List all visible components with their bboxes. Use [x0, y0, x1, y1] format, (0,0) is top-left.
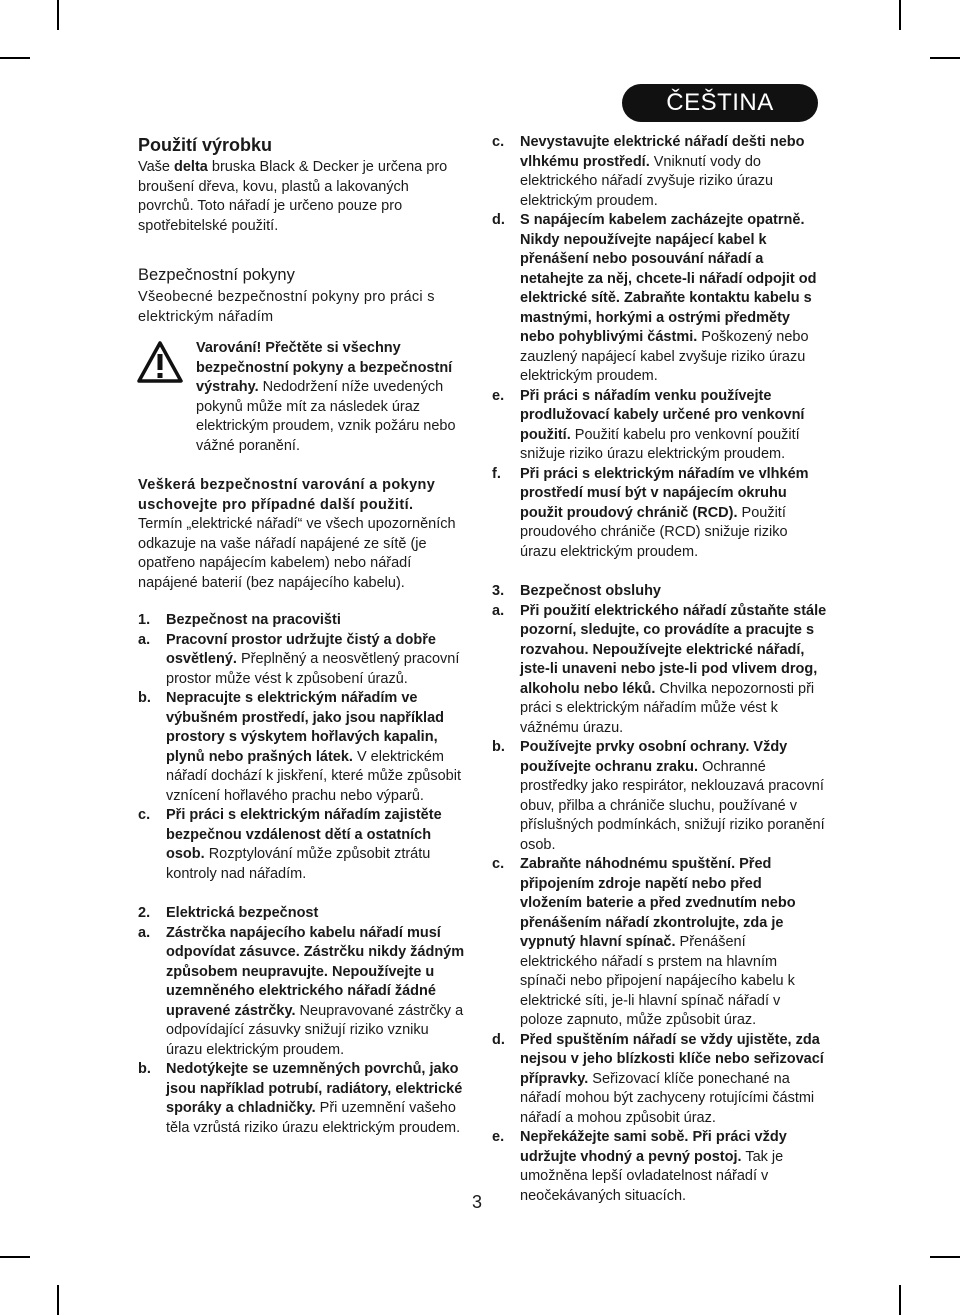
item-label: b. — [138, 690, 151, 706]
list-item — [492, 133, 827, 211]
item-text: Tak je umožněna lepší ovladatelnost nářadí v neočekávaných situacích. — [520, 1148, 784, 1204]
item-text: V elektrickém nářadí dochází k jiskření, které může způsobit vznícení hořlavého prachu nebo výparů. — [166, 748, 461, 804]
item-text: Přenášení elektrického nářadí s prstem na hlavním spínači nebo připojení napájecího kabelu k elektrické síti, je-li hlavní spínač nářadí v poloze zapnuto, může způsobit úraz. — [520, 934, 795, 1028]
warning-bold: Varování! Přečtěte si všechny bezpečnostní pokyny a bezpečnostní výstrahy. — [196, 340, 453, 395]
list-item — [492, 738, 827, 855]
item-label: b. — [138, 1061, 151, 1077]
list-item — [138, 631, 468, 690]
item-label: e. — [492, 1129, 505, 1145]
warning-text — [196, 339, 468, 456]
page-number: 3 — [472, 1192, 483, 1212]
list-item — [138, 806, 468, 884]
warning-triangle-icon — [137, 341, 183, 390]
crop-mark — [57, 0, 59, 30]
crop-mark — [899, 1285, 901, 1315]
list-item — [492, 1128, 827, 1206]
list-item — [492, 465, 827, 563]
list-item — [138, 924, 468, 1061]
crop-mark — [0, 1256, 30, 1258]
item-text: Vniknutí vody do elektrického nářadí zvyšuje riziko úrazu elektrickým proudem. — [520, 153, 774, 209]
intro-text: Vaše — [138, 159, 175, 175]
warning-block — [138, 339, 468, 456]
section-title: Bezpečnost na pracovišti — [166, 612, 341, 628]
item-label: a. — [138, 924, 151, 941]
item-text: Seřizovací klíče ponechané na nářadí mohou být zachyceny rotujícími částmi nářadí a mohou způsobit úraz. — [520, 1070, 815, 1126]
section-title: Elektrická bezpečnost — [166, 905, 319, 921]
list-item — [492, 602, 827, 739]
product-use-intro — [138, 158, 468, 236]
safety-subtitle: Všeobecné bezpečnostní pokyny pro práci s elektrickým nářadím — [138, 289, 435, 325]
item-bold: Zabraňte náhodnému spuštění. Před připojením zdroje napětí nebo před vložením baterie a před zvednutím nebo přenášením nářadí zkontrolujte, zda je vypnutý hlavní spínač. — [520, 856, 796, 950]
item-label: c. — [492, 134, 505, 150]
safety-title: Bezpečnostní pokyny — [138, 266, 295, 284]
item-label: a. — [138, 631, 151, 648]
crop-mark — [930, 1256, 960, 1258]
product-use-title: Použití výrobku — [138, 135, 273, 155]
intro-brand: delta — [174, 159, 208, 175]
section-heading — [492, 582, 827, 602]
item-label: c. — [138, 807, 151, 823]
crop-mark — [899, 0, 901, 30]
item-label: e. — [492, 387, 505, 404]
item-text: Rozptylování může způsobit ztrátu kontroly nad nářadím. — [166, 846, 431, 882]
left-column — [138, 134, 468, 1138]
crop-mark — [57, 1285, 59, 1315]
item-bold: Nepřekážejte sami sobě. Při práci vždy udržujte vhodný a pevný postoj. — [520, 1129, 787, 1165]
list-item — [492, 855, 827, 1031]
item-text: Ochranné prostředky jako respirátor, neklouzavá pracovní obuv, přilba a chrániče sluchu, používané v příslušných podmínkách, snižují riziko poranění osob. — [520, 758, 825, 853]
section-heading — [138, 611, 468, 631]
intro-text: bruska Black & Decker je určena pro broušení dřeva, kovu, plastů a lakovaných povrchů. Toto nářadí je určeno pouze pro spotřebitelské použití. — [138, 159, 448, 234]
item-bold: Při použití elektrického nářadí zůstaňte stále pozorní, sledujte, co provádíte a pracujte s rozvahou. Nepoužívejte elektrické nářadí, jste-li unaveni nebo jste-li pod vlivem drog, alkoholu nebo léků. — [520, 602, 827, 697]
keep-instructions: Veškerá bezpečnostní varování a pokyny uschovejte pro případné další použití. — [138, 477, 436, 513]
term-definition: Termín „elektrické nářadí“ ve všech upozorněních odkazuje na vaše nářadí napájené ze sítě (je opatřeno napájecím kabelem) nebo nářadí napájené baterií (bez napájecího kabelu). — [138, 516, 456, 591]
section-number: 2. — [138, 905, 151, 921]
item-bold: Nedotýkejte se uzemněných povrchů, jako jsou například potrubí, radiátory, elektrické sporáky a chladničky. — [166, 1061, 463, 1116]
item-text: Poškozený nebo zauzlený napájecí kabel zvyšuje riziko úrazu elektrickým proudem. — [520, 329, 809, 384]
item-bold: Pracovní prostor udržujte čistý a dobře osvětlený. — [166, 631, 436, 667]
item-text: Při uzemnění vašeho těla vzrůstá riziko úrazu elektrickým proudem. — [166, 1100, 461, 1136]
item-label: c. — [492, 856, 505, 872]
item-label: b. — [492, 739, 505, 755]
list-item — [492, 387, 827, 465]
list-item — [492, 1031, 827, 1129]
crop-mark — [930, 57, 960, 59]
crop-mark — [0, 57, 30, 59]
item-bold: Používejte prvky osobní ochrany. Vždy používejte ochranu zraku. — [520, 739, 788, 775]
item-bold: Při práci s elektrickým nářadím ve vlhkém prostředí musí být v napájecím okruhu použit proudový chránič (RCD). — [520, 465, 809, 521]
item-text: Přeplněný a neosvětlený pracovní prostor může vést k způsobení úrazů. — [166, 651, 460, 687]
item-bold: Zástrčka napájecího kabelu nářadí musí odpovídat zásuvce. Zástrčku nikdy žádným způsobem neupravujte. Nepoužívejte u uzemněného elektrického nářadí žádné upravené zástrčky. — [166, 924, 465, 1019]
section-number: 1. — [138, 612, 151, 628]
list-item — [138, 1060, 468, 1138]
item-text: Chvilka nepozornosti při práci s elektrickým nářadím může vést k vážnému úrazu. — [520, 680, 815, 736]
item-bold: Při práci s nářadím venku používejte prodlužovací kabely určené pro venkovní použití. — [520, 387, 805, 443]
item-text: Použití kabelu pro venkovní použití snižuje riziko úrazu elektrickým proudem. — [520, 426, 800, 462]
item-text: Neupravované zástrčky a odpovídající zásuvky snižují riziko vzniku úrazu elektrickým proudem. — [166, 1002, 464, 1058]
item-bold: Nepracujte s elektrickým nářadím ve výbušném prostředí, jako jsou například prostory s výskytem hořlavých kapalin, plynů nebo prašných látek. — [166, 690, 444, 765]
item-bold: S napájecím kabelem zacházejte opatrně. Nikdy nepoužívejte napájecí kabel k přenášení nebo posouvání nářadí a netahejte za něj, chcete-li nářadí odpojit od elektrické sítě. Zabraňte kontaktu kabelu s mastnými, horkými a ostrými předměty nebo pohyblivými částmi. — [520, 212, 817, 345]
language-badge: ČEŠTINA — [622, 84, 818, 122]
section-title: Bezpečnost obsluhy — [520, 583, 661, 599]
list-item — [492, 211, 827, 387]
item-bold: Nevystavujte elektrické nářadí dešti nebo vlhkému prostředí. — [520, 134, 805, 170]
right-column — [492, 133, 827, 1206]
item-label: d. — [492, 1031, 505, 1048]
item-bold: Při práci s elektrickým nářadím zajistěte bezpečnou vzdálenost dětí a ostatních osob. — [166, 807, 442, 862]
section-heading — [138, 904, 468, 924]
item-text: Použití proudového chrániče (RCD) snižuje riziko úrazu elektrickým proudem. — [520, 504, 788, 560]
list-item — [138, 689, 468, 806]
item-bold: Před spuštěním nářadí se vždy ujistěte, zda nejsou v jeho blízkosti klíče nebo seřizovací přípravky. — [520, 1031, 824, 1087]
warning-body: Nedodržení níže uvedených pokynů může mít za následek úraz elektrickým proudem, vznik požáru nebo vážné poranění. — [196, 379, 456, 454]
item-label: a. — [492, 602, 505, 619]
item-label: d. — [492, 212, 505, 228]
section-number: 3. — [492, 583, 505, 599]
item-label: f. — [492, 465, 501, 482]
